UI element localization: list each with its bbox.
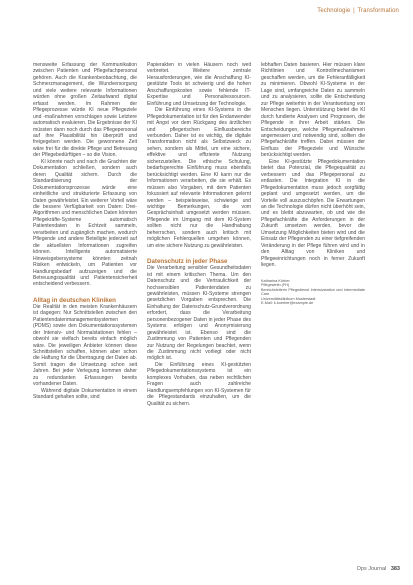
paragraph: Die Einführung eines KI-gestützten Pflegedokumentationssystems ist ein komplexes Vorhaben, das neben rechtlichen Fragen auch zahlreiche Handlungsempfehlungen von KI-Systemen für die Pflegestandards einzuhalten, um die Qualität zu sichern. (147, 361, 251, 407)
page-footer (357, 566, 400, 572)
paragraph: Während digitale Dokumentation in einem Standard gehalten sollte, sind (33, 387, 137, 401)
header-section: Technologie (317, 8, 351, 14)
author-affiliation: Universitätsklinikum Musterstadt (261, 296, 316, 301)
author-name: Katharina Körber (261, 278, 290, 283)
text-column-1 (33, 62, 137, 401)
paragraph: KI könnte nach und nach die Grachten der Dokumentation schließen, sondern auch deren Qualität sichern. Durch die Standardisierung der Dokumentationsprozesse würde eine einheitliche und strukturierte Erfassung von Daten gewährleistet. Ein weiterer Vorteil wäre die bessere Verfügbarkeit von Daten: Drei-Algorithmen und menschlichen Daten könnten Pflegekräfte-Systeme automatisch Patientendaten in Echtzeit sammeln, verarbeiten und zugänglich machen, wodurch Pflegende und andere Beteiligte jederzeit auf die aktuellsten Informationen zugreifen können. Intelligente automatisierte Hinweisgebersysteme könnten zeitnah Risiken entwickeln, um Patienten vor Handlungsbedarf aufzuzeigen und die Betreuungsqualität und Patientensicherheit entscheidend verbessern. (33, 158, 137, 288)
paragraph: Die Realität in den meisten Krankenhäusern ist dagegen: Nur Schnittstellen zwischen den Patientendatenmanagementsystemen (PDMS) sowie den Dokumentationssystemen der Intensiv- und Normalstationen fehlen – obwohl sie vielfach bereits einfach möglich wäre. Die jeweiligen Anbieter können diese Schnittstellen schaffen, können aber schon die Haftung für die Übertragung der Daten ab. Somit tragen die Umsetzung schon seit Jahren. Bei jeder Verlegung kommen daher zu redundanten Erfassungen bereits vorhandener Daten. (33, 303, 137, 388)
paragraph: lebhaften Daten basieren. Hier müssen klare Richtlinien und Kontrollmechanismen geschaffen werden, um die Fehleranfälligkeit zu minimieren. Obwohl KI-Systeme in der Lage sind, umfangreiche Daten zu sammeln und zu analysieren, sollte die Entscheidung zur Pflege weiterhin in der Verantwortung von Menschen liegen. Unterstützung bietet die KI durch fundierte Analysen und Prognosen, die Pflegende in ihrer Arbeit stärken. Die Entscheidungen, welche Pflegemaßnahmen angemessen und notwendig sind, sollten die Pflegefachkräfte treffen. Dabei müssen der Einfluss der Pflegeziele und Wünsche berücksichtigt werden. (261, 62, 365, 159)
author-role: Bereichsleiterin Pflegedienst Intensivstation und Intermediate Care (261, 287, 365, 297)
paragraph: Die Einführung eines KI-Systems in die Pflegedokumentation ist für den Endanwender mit Angst vor dem Rückgang des ärztlichen und pflegerischen Einflussbereichs verbunden. Daher ist es wichtig, die digitale Transformation nicht als Selbstzweck zu sehen, sondern als Mittel, um eine sichere, effektive und effiziente Nutzung sicherzustellen. Die ethische Schulung, bedarfsgerechte Einführung muss ebenfalls berücksichtigt werden. Eine KI kann nur die Informationen verarbeiten, die sie erhält. Es müssen also Vorgaben, mit dem Patienten fokussiert auf relevante Informationen gelernt werden – beispielsweise, schwierige und wichtige Bemerkungen, die vom Gesprächsinhalt umgesetzt werden müssen. Pflegende im Umgang mit dem KI-System sollten nicht nur die Handhabung beherrschen, sondern auch kritisch mit möglichen Fehlerquellen umgehen können, um eine sichere Nutzung zu gewährleisten. (147, 107, 251, 249)
header-subsection: Transformation (357, 8, 399, 14)
running-header (317, 8, 399, 14)
text-column-2 (147, 62, 251, 407)
text-column-3 (261, 62, 365, 306)
paragraph: Eine KI-gestützte Pflegedokumentation bietet das Potenzial, die Pflegequalität zu verbessern und das Pflegepersonal zu entlasten. Die Integration KI in die Pflegedokumentation muss jedoch sorgfältig geplant und umgesetzt werden, um die Vorteile voll auszuschöpfen. Die Erwartungen an die Technologie dürfen nicht überhöht sein, und es bleibt abzuwarten, ob und wie die Pflegefachkräfte die Anforderungen in der Zukunft umsetzen werden, bevor die Umsetzung Möglichkeiten bieten wird und die Einsatz der Pflegenden zu einer tiefgreifenden Veränderung in der Pflege führen wird und in den Alltag von Kliniken und Pflegeeinrichtungen noch in ferner Zukunft liegen. (261, 158, 365, 269)
author-email: E-Mail: k.koerber@example.de (261, 301, 314, 306)
paragraph: Papierakten in vielen Häusern noch weit verbreitet. Weitere zentrale Herausforderungen, wie die Anschaffung KI-gestützte Tools ist schwierig und die hohen Anschaffungskosten sowie fehlende IT-Expertise und Personalressourcen. Einführung und Umsetzung der Technologie. (147, 62, 251, 107)
page-number: 383 (390, 566, 400, 572)
journal-name: Ops Journal (356, 566, 387, 572)
author-title: Pflegewirtin (FH) (261, 283, 290, 288)
paragraph: mensweite Erfassung der Kommunikation zwischen Patienten und Pflegefachpersonal gehören. Auch die Krankenbeobachtung, die Schmerzmanagement, die Wundversorgung und viele weitere relevante Informationen würden ohne großen Zeitaufwand digital erfasst werden. Im Rahmen der Pflegeprozesse würde KI neue Pflegeziele und -maßnahmen vorschlagen sowie Letztere automatisch evaluieren. Die Ergebnisse der KI müssten dann noch durch das Pflegepersonal auf ihre Plausibilität hin überprüft und freigegeben werden. Die gewonnene Zeit wäre frei für die direkte Pflege und Betreuung der Pflegebedürftigen – so die Vision. (33, 62, 137, 159)
paragraph: Die Verarbeitung sensibler Gesundheitsdaten ist mit einem kritischen Thema. Um den Datenschutz und die Vertraulichkeit der hochsensiblen Patientendaten zu gewährleisten, müssen KI-Systeme strengen gesetzlichen Vorgaben entsprechen. Die Einhaltung der Datenschutz-Grundverordnung erfordert, dass die Verarbeitung personenbezogener Daten in jeder Phase des Systems erfolgen und Anonymisierung gewährleistet ist. Ebenso sind die Zustimmung von Patienten und Pflegenden zur Nutzung der Regelungen beachtet, wenn die Zustimmung nicht vorliegt oder nicht möglich ist. (147, 265, 251, 362)
section-heading: Alltag in deutschen Kliniken (33, 296, 116, 304)
author-box (261, 279, 365, 307)
section-heading: Datenschutz in jeder Phase (147, 258, 228, 266)
header-separator: | (353, 8, 355, 14)
